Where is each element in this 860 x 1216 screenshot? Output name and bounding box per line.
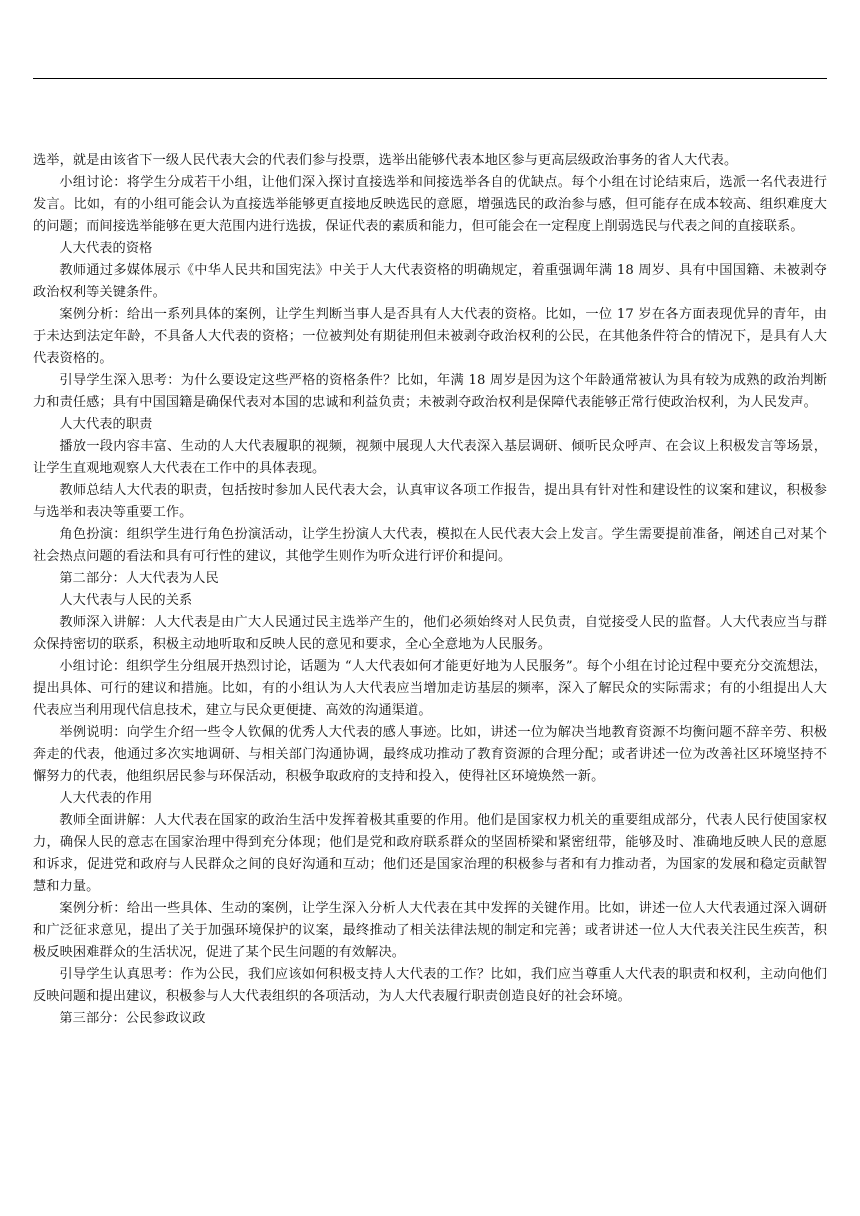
paragraph: 举例说明：向学生介绍一些令人钦佩的优秀人大代表的感人事迹。比如，讲述一位为解决当地教育资源不均衡问题不辞辛劳、积极奔走的代表，他通过多次实地调研、与相关部门沟通协调，最终成功推动了教育资源的合理分配；或者讲述一位为改善社区环境坚持不懈努力的代表，他组织居民参与环保活动，积极争取政府的支持和投入，使得社区环境焕然一新。 <box>33 725 827 784</box>
header-rule <box>33 78 827 79</box>
paragraph: 教师总结人大代表的职责，包括按时参加人民代表大会，认真审议各项工作报告，提出具有针对性和建设性的议案和建议，积极参与选举和表决等重要工作。 <box>33 483 827 520</box>
part-heading: 第二部分：人大代表为人民 <box>59 571 219 586</box>
paragraph: 选举，就是由该省下一级人民代表大会的代表们参与投票，选举出能够代表本地区参与更高层级政治事务的省人大代表。 <box>33 153 738 168</box>
paragraph: 案例分析：给出一些具体、生动的案例，让学生深入分析人大代表在其中发挥的关键作用。比如，讲述一位人大代表通过深入调研和广泛征求意见，提出了关于加强环境保护的议案，最终推动了相关法律法规的制定和完善；或者讲述一位人大代表关注民生疾苦，积极反映困难群众的生活状况，促进了某个民生问题的有效解决。 <box>33 901 827 960</box>
paragraph: 小组讨论：组织学生分组展开热烈讨论，话题为 “人大代表如何才能更好地为人民服务”。每个小组在讨论过程中要充分交流想法，提出具体、可行的建议和措施。比如，有的小组认为人大代表应当增加走访基层的频率，深入了解民众的实际需求；有的小组提出人大代表应当利用现代信息技术，建立与民众更便捷、高效的沟通渠道。 <box>33 659 827 718</box>
section-heading: 人大代表与人民的关系 <box>59 593 193 608</box>
section-heading: 人大代表的作用 <box>59 791 153 806</box>
paragraph: 引导学生认真思考：作为公民，我们应该如何积极支持人大代表的工作？比如，我们应当尊重人大代表的职责和权利，主动向他们反映问题和提出建议，积极参与人大代表组织的各项活动，为人大代表履行职责创造良好的社会环境。 <box>33 967 827 1004</box>
section-heading: 人大代表的职责 <box>59 417 153 432</box>
paragraph: 角色扮演：组织学生进行角色扮演活动，让学生扮演人大代表，模拟在人民代表大会上发言。学生需要提前准备，阐述自己对某个社会热点问题的看法和具有可行性的建议，其他学生则作为听众进行评价和提问。 <box>33 527 827 564</box>
paragraph: 教师通过多媒体展示《中华人民共和国宪法》中关于人大代表资格的明确规定，着重强调年满 18 周岁、具有中国国籍、未被剥夺政治权利等关键条件。 <box>33 263 827 300</box>
paragraph: 播放一段内容丰富、生动的人大代表履职的视频，视频中展现人大代表深入基层调研、倾听民众呼声、在会议上积极发言等场景，让学生直观地观察人大代表在工作中的具体表现。 <box>33 439 827 476</box>
section-heading: 人大代表的资格 <box>59 241 153 256</box>
paragraph: 引导学生深入思考：为什么要设定这些严格的资格条件？比如，年满 18 周岁是因为这个年龄通常被认为具有较为成熟的政治判断力和责任感；具有中国国籍是确保代表对本国的忠诚和利益负责；未被剥夺政治权利是保障代表能够正常行使政治权利，为人民发声。 <box>33 373 827 410</box>
document-body <box>33 150 827 1030</box>
part-heading: 第三部分：公民参政议政 <box>59 1011 206 1026</box>
paragraph: 案例分析：给出一系列具体的案例，让学生判断当事人是否具有人大代表的资格。比如，一位 17 岁在各方面表现优异的青年，由于未达到法定年龄，不具备人大代表的资格；一位被判处有期徒刑但未被剥夺政治权利的公民，在其他条件符合的情况下，是具有人大代表资格的。 <box>33 307 827 366</box>
paragraph: 小组讨论：将学生分成若干小组，让他们深入探讨直接选举和间接选举各自的优缺点。每个小组在讨论结束后，选派一名代表进行发言。比如，有的小组可能会认为直接选举能够更直接地反映选民的意愿，增强选民的政治参与感，但可能存在成本较高、组织难度大的问题；而间接选举能够在更大范围内进行选拔，保证代表的素质和能力，但可能会在一定程度上削弱选民与代表之间的直接联系。 <box>33 175 827 234</box>
paragraph: 教师全面讲解：人大代表在国家的政治生活中发挥着极其重要的作用。他们是国家权力机关的重要组成部分，代表人民行使国家权力，确保人民的意志在国家治理中得到充分体现；他们是党和政府联系群众的坚固桥梁和紧密纽带，能够及时、准确地反映人民的意愿和诉求，促进党和政府与人民群众之间的良好沟通和互动；他们还是国家治理的积极参与者和有力推动者，为国家的发展和稳定贡献智慧和力量。 <box>33 813 827 894</box>
paragraph: 教师深入讲解：人大代表是由广大人民通过民主选举产生的，他们必须始终对人民负责，自觉接受人民的监督。人大代表应当与群众保持密切的联系，积极主动地听取和反映人民的意见和要求，全心全意地为人民服务。 <box>33 615 827 652</box>
